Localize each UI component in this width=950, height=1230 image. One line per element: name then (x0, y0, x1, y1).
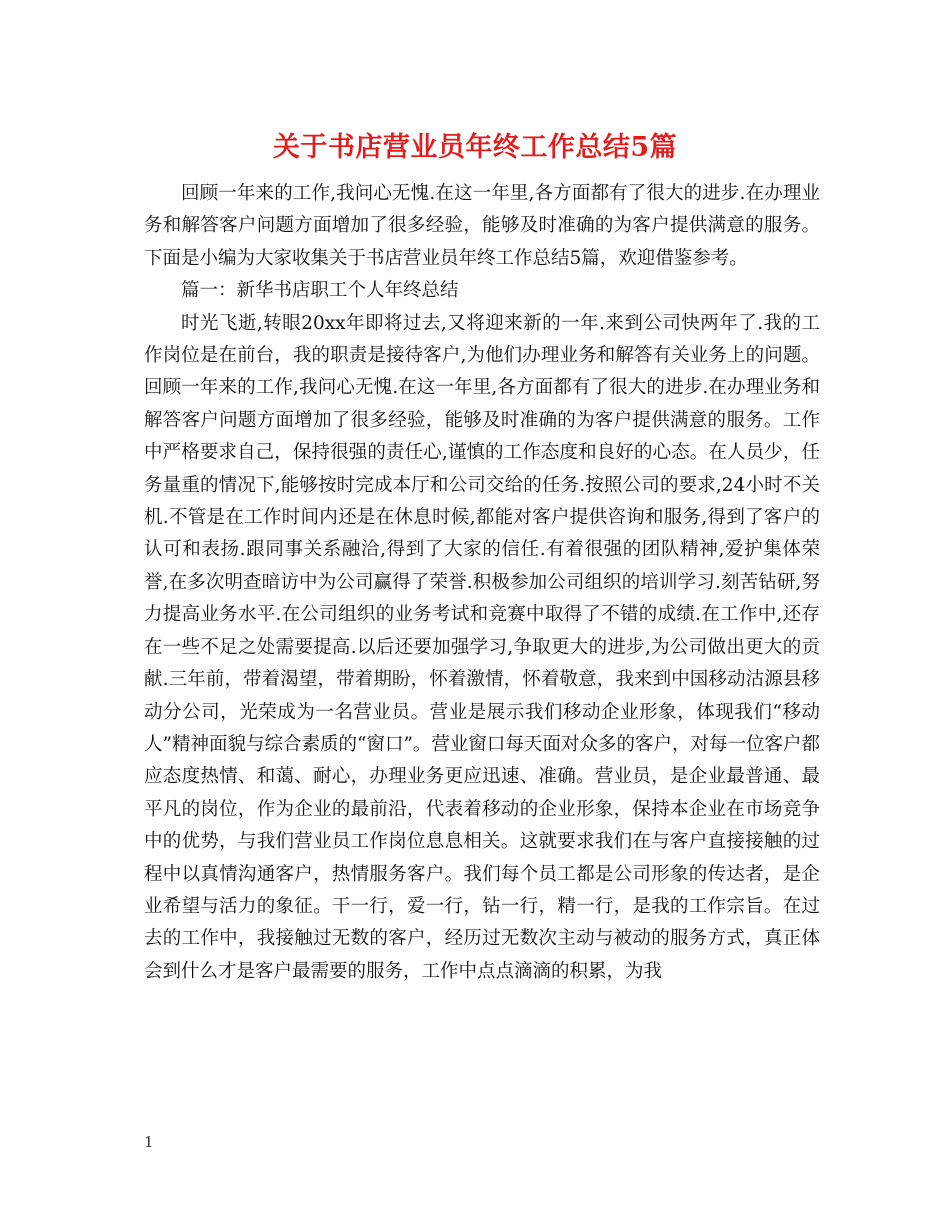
document-body (144, 178, 820, 988)
document-title: 关于书店营业员年终工作总结5篇 (272, 132, 678, 163)
body-paragraph: 时光飞逝,转眼20xx年即将过去,又将迎来新的一年.来到公司快两年了.我的工作岗位是在前台，我的职责是接待客户,为他们办理业务和解答有关业务上的问题。回顾一年来的工作,我问心无愧.在这一年里,各方面都有了很大的进步.在办理业务和解答客户问题方面增加了很多经验，能够及时准确的为客户提供满意的服务。工作中严格要求自己，保持很强的责任心,谨慎的工作态度和良好的心态。在人员少，任务量重的情况下,能够按时完成本厅和公司交给的任务.按照公司的要求,24小时不关机.不管是在工作时间内还是在休息时候,都能对客户提供咨询和服务,得到了客户的认可和表扬.跟同事关系融洽,得到了大家的信任.有着很强的团队精神,爱护集体荣誉,在多次明查暗访中为公司赢得了荣誉.积极参加公司组织的培训学习.刻苦钻研,努力提高业务水平.在公司组织的业务考试和竞赛中取得了不错的成绩.在工作中,还存在一些不足之处需要提高.以后还要加强学习,争取更大的进步,为公司做出更大的贡献.三年前，带着渴望，带着期盼，怀着激情，怀着敬意，我来到中国移动沽源县移动分公司，光荣成为一名营业员。营业是展示我们移动企业形象，体现我们“移动人”精神面貌与综合素质的“窗口”。营业窗口每天面对众多的客户，对每一位客户都应态度热情、和蔼、耐心，办理业务更应迅速、准确。营业员，是企业最普通、最平凡的岗位，作为企业的最前沿，代表着移动的企业形象，保持本企业在市场竞争中的优势，与我们营业员工作岗位息息相关。这就要求我们在与客户直接接触的过程中以真情沟通客户，热情服务客户。我们每个员工都是公司形象的传达者，是企业希望与活力的象征。干一行，爱一行，钻一行，精一行，是我的工作宗旨。在过去的工作中，我接触过无数的客户，经历过无数次主动与被动的服务方式，真正体会到什么才是客户最需要的服务，工作中点点滴滴的积累，为我 (144, 312, 820, 982)
page-number: 1 (144, 1133, 154, 1151)
intro-paragraph: 回顾一年来的工作,我问心无愧.在这一年里,各方面都有了很大的进步.在办理业务和解答客户问题方面增加了很多经验，能够及时准确的为客户提供满意的服务。下面是小编为大家收集关于书店营业员年终工作总结5篇，欢迎借鉴参考。 (144, 183, 820, 269)
section-heading: 篇一：新华书店职工个人年终总结 (181, 280, 459, 302)
